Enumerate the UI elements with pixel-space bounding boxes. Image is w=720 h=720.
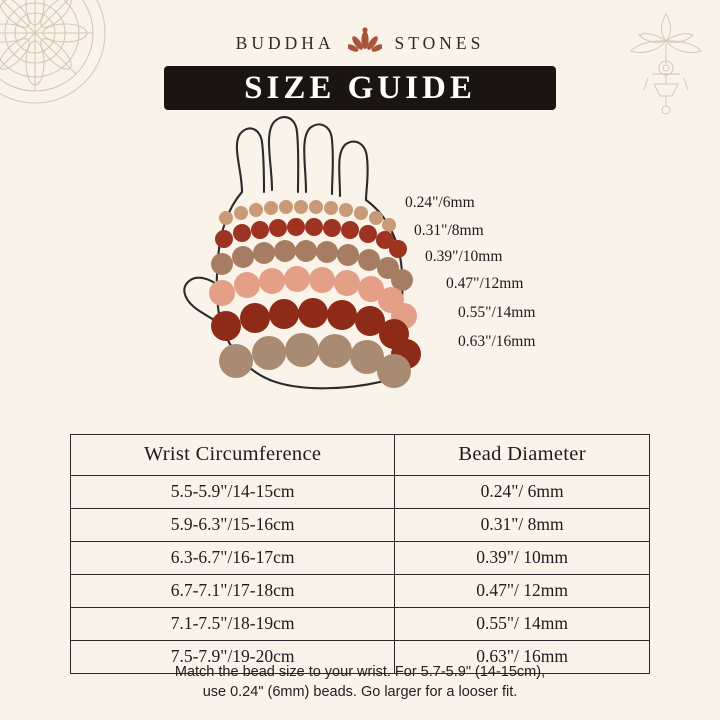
footer-note bbox=[0, 662, 720, 702]
table-row bbox=[71, 509, 650, 542]
cell-bead-diameter: 0.55"/ 14mm bbox=[395, 608, 650, 641]
bead-size-label-10mm: 0.39"/10mm bbox=[425, 248, 503, 265]
brand-lockup bbox=[0, 26, 720, 60]
page-title bbox=[164, 66, 556, 110]
table-row bbox=[71, 542, 650, 575]
bead-size-label-16mm: 0.63"/16mm bbox=[458, 333, 536, 350]
cell-wrist-circumference: 7.1-7.5"/18-19cm bbox=[71, 608, 395, 641]
table-row bbox=[71, 608, 650, 641]
cell-wrist-circumference: 5.9-6.3"/15-16cm bbox=[71, 509, 395, 542]
table-row bbox=[71, 476, 650, 509]
cell-bead-diameter: 0.63"/ 16mm bbox=[395, 641, 650, 674]
size-table bbox=[70, 434, 650, 674]
bead-size-label-6mm: 0.24"/6mm bbox=[405, 194, 475, 211]
page-title-text: SIZE GUIDE bbox=[244, 69, 476, 106]
lotus-icon bbox=[348, 24, 382, 58]
cell-bead-diameter: 0.39"/ 10mm bbox=[395, 542, 650, 575]
table-header-bead-diameter: Bead Diameter bbox=[395, 435, 650, 476]
cell-bead-diameter: 0.24"/ 6mm bbox=[395, 476, 650, 509]
bead-size-label-list bbox=[400, 112, 700, 422]
cell-wrist-circumference: 7.5-7.9"/19-20cm bbox=[71, 641, 395, 674]
brand-name-right: STONES bbox=[394, 32, 485, 53]
cell-bead-diameter: 0.31"/ 8mm bbox=[395, 509, 650, 542]
table-header-row bbox=[71, 435, 650, 476]
bead-size-label-12mm: 0.47"/12mm bbox=[446, 275, 524, 292]
cell-bead-diameter: 0.47"/ 12mm bbox=[395, 575, 650, 608]
cell-wrist-circumference: 5.5-5.9"/14-15cm bbox=[71, 476, 395, 509]
table-header-wrist-circumference: Wrist Circumference bbox=[71, 435, 395, 476]
table-row bbox=[71, 575, 650, 608]
bead-size-label-14mm: 0.55"/14mm bbox=[458, 304, 536, 321]
cell-wrist-circumference: 6.3-6.7"/16-17cm bbox=[71, 542, 395, 575]
footer-note-line-1: Match the bead size to your wrist. For 5.7-5.9" (14-15cm), bbox=[174, 664, 546, 680]
bead-size-label-8mm: 0.31"/8mm bbox=[414, 222, 484, 239]
cell-wrist-circumference: 6.7-7.1"/17-18cm bbox=[71, 575, 395, 608]
brand-name-left: BUDDHA bbox=[235, 32, 335, 53]
size-table-wrapper bbox=[70, 434, 650, 674]
footer-note-line-2: use 0.24" (6mm) beads. Go larger for a looser fit. bbox=[202, 684, 518, 700]
